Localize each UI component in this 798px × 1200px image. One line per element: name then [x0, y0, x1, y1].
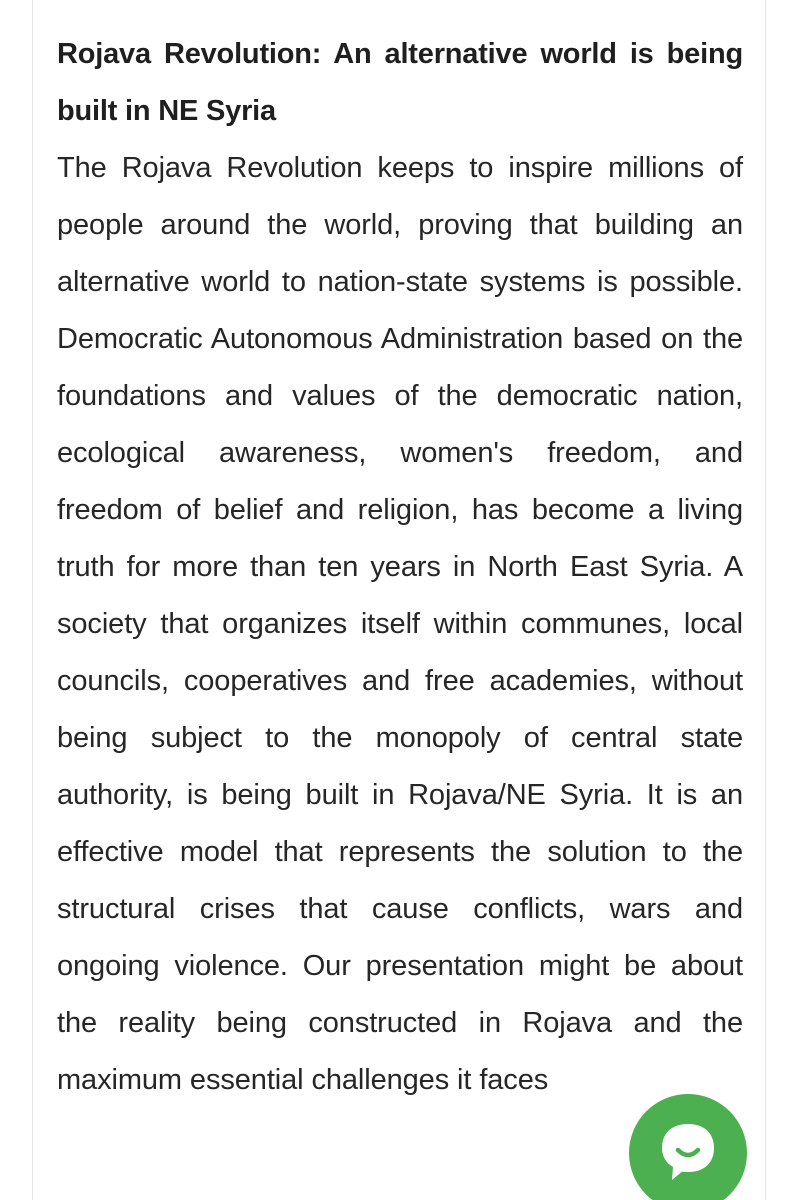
article-body: The Rojava Revolution keeps to inspire millions of people around the world, proving that building an alternative world to nation-state systems is possible. Democratic Autonomous Administration based on the foundations and values of the democratic nation, ecological awareness, women's freedom, and freedom of belief and religion, has become a living truth for more than ten years in North East Syria. A society that organizes itself within communes, local councils, cooperatives and free academies, without being subject to the monopoly of central state authority, is being built in Rojava/NE Syria. It is an effective model that represents the solution to the structural crises that cause conflicts, wars and ongoing violence. Our presentation might be about the reality being constructed in Rojava and the maximum essential challenges it faces: [57, 152, 743, 1096]
article-card: [32, 0, 766, 1200]
article-title: Rojava Revolution: An alternative world is being built in NE Syria: [57, 38, 743, 127]
chat-button[interactable]: [629, 1094, 747, 1200]
article-content: [57, 26, 743, 1109]
chat-bubble-icon: [658, 1120, 718, 1184]
